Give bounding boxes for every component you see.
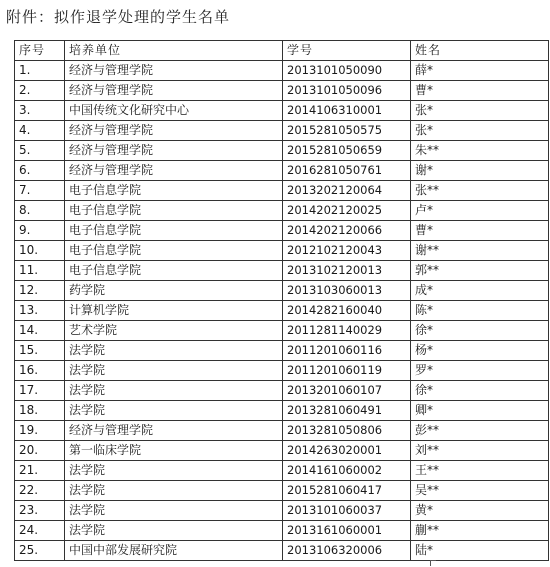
cell-training-unit: 经济与管理学院 <box>65 421 283 441</box>
cell-training-unit: 艺术学院 <box>65 321 283 341</box>
table-row <box>15 281 549 301</box>
cell-student-id: 2013103060013 <box>283 281 411 301</box>
cell-student-name: 谢** <box>411 241 549 261</box>
cell-training-unit: 法学院 <box>65 481 283 501</box>
cell-student-id: 2014202120066 <box>283 221 411 241</box>
cell-student-name: 张* <box>411 121 549 141</box>
cell-student-id: 2013102120013 <box>283 261 411 281</box>
cell-serial-number: 9. <box>15 221 65 241</box>
cell-student-name: 卢* <box>411 201 549 221</box>
cell-serial-number: 14. <box>15 321 65 341</box>
cell-student-id: 2012102120043 <box>283 241 411 261</box>
table-header <box>15 41 549 61</box>
cell-student-id: 2013161060001 <box>283 521 411 541</box>
table-body <box>15 61 549 561</box>
cell-student-id: 2013106320006 <box>283 541 411 561</box>
table-row <box>15 401 549 421</box>
table-row <box>15 481 549 501</box>
cell-serial-number: 24. <box>15 521 65 541</box>
cell-serial-number: 6. <box>15 161 65 181</box>
cell-training-unit: 经济与管理学院 <box>65 141 283 161</box>
cell-student-name: 黄* <box>411 501 549 521</box>
cell-serial-number: 5. <box>15 141 65 161</box>
cell-serial-number: 1. <box>15 61 65 81</box>
cell-student-id: 2013101050096 <box>283 81 411 101</box>
cell-student-name: 曹* <box>411 81 549 101</box>
cell-student-name: 王** <box>411 461 549 481</box>
cell-student-id: 2011201060119 <box>283 361 411 381</box>
cell-serial-number: 12. <box>15 281 65 301</box>
cell-serial-number: 3. <box>15 101 65 121</box>
cell-serial-number: 8. <box>15 201 65 221</box>
table-row <box>15 81 549 101</box>
table-row <box>15 241 549 261</box>
cell-serial-number: 11. <box>15 261 65 281</box>
cell-student-id: 2013101060037 <box>283 501 411 521</box>
cell-training-unit: 法学院 <box>65 501 283 521</box>
table-row <box>15 361 549 381</box>
cell-student-id: 2014202120025 <box>283 201 411 221</box>
page-corner-mark <box>430 560 436 566</box>
table-row <box>15 421 549 441</box>
cell-serial-number: 22. <box>15 481 65 501</box>
cell-training-unit: 电子信息学院 <box>65 181 283 201</box>
table-row <box>15 221 549 241</box>
cell-training-unit: 中国传统文化研究中心 <box>65 101 283 121</box>
table-row <box>15 181 549 201</box>
table-row <box>15 121 549 141</box>
cell-training-unit: 经济与管理学院 <box>65 161 283 181</box>
cell-student-id: 2013281060491 <box>283 401 411 421</box>
table-row <box>15 61 549 81</box>
cell-student-name: 朱** <box>411 141 549 161</box>
table-row <box>15 321 549 341</box>
cell-student-name: 张* <box>411 101 549 121</box>
cell-serial-number: 10. <box>15 241 65 261</box>
cell-student-id: 2014161060002 <box>283 461 411 481</box>
cell-student-id: 2014263020001 <box>283 441 411 461</box>
cell-training-unit: 药学院 <box>65 281 283 301</box>
cell-training-unit: 法学院 <box>65 361 283 381</box>
cell-serial-number: 15. <box>15 341 65 361</box>
cell-training-unit: 中国中部发展研究院 <box>65 541 283 561</box>
student-roster-table <box>14 40 549 561</box>
cell-training-unit: 电子信息学院 <box>65 221 283 241</box>
table-row <box>15 381 549 401</box>
table-row <box>15 301 549 321</box>
table-row <box>15 441 549 461</box>
cell-student-id: 2015281050575 <box>283 121 411 141</box>
cell-serial-number: 21. <box>15 461 65 481</box>
cell-serial-number: 19. <box>15 421 65 441</box>
cell-training-unit: 电子信息学院 <box>65 261 283 281</box>
cell-student-name: 薛* <box>411 61 549 81</box>
table-row <box>15 201 549 221</box>
table-row <box>15 461 549 481</box>
cell-student-id: 2013202120064 <box>283 181 411 201</box>
cell-serial-number: 23. <box>15 501 65 521</box>
table-row <box>15 161 549 181</box>
table-row <box>15 541 549 561</box>
cell-serial-number: 7. <box>15 181 65 201</box>
cell-student-name: 张** <box>411 181 549 201</box>
cell-student-id: 2013201060107 <box>283 381 411 401</box>
cell-student-id: 2015281060417 <box>283 481 411 501</box>
table-row <box>15 101 549 121</box>
cell-student-name: 陆* <box>411 541 549 561</box>
table-row <box>15 501 549 521</box>
cell-serial-number: 16. <box>15 361 65 381</box>
cell-serial-number: 20. <box>15 441 65 461</box>
cell-training-unit: 第一临床学院 <box>65 441 283 461</box>
cell-student-name: 卿* <box>411 401 549 421</box>
cell-student-id: 2014282160040 <box>283 301 411 321</box>
cell-student-id: 2011201060116 <box>283 341 411 361</box>
cell-student-name: 徐* <box>411 381 549 401</box>
cell-student-name: 徐* <box>411 321 549 341</box>
cell-student-name: 郭** <box>411 261 549 281</box>
cell-training-unit: 法学院 <box>65 381 283 401</box>
cell-student-id: 2011281140029 <box>283 321 411 341</box>
cell-student-id: 2014106310001 <box>283 101 411 121</box>
cell-student-name: 蒯** <box>411 521 549 541</box>
cell-serial-number: 17. <box>15 381 65 401</box>
header-row <box>15 41 549 61</box>
cell-student-name: 杨* <box>411 341 549 361</box>
cell-student-id: 2016281050761 <box>283 161 411 181</box>
document-title: 附件：拟作退学处理的学生名单 <box>6 8 231 26</box>
cell-serial-number: 25. <box>15 541 65 561</box>
cell-student-name: 成* <box>411 281 549 301</box>
cell-student-name: 刘** <box>411 441 549 461</box>
table-row <box>15 261 549 281</box>
cell-training-unit: 经济与管理学院 <box>65 121 283 141</box>
cell-student-id: 2015281050659 <box>283 141 411 161</box>
cell-training-unit: 法学院 <box>65 461 283 481</box>
cell-student-name: 彭** <box>411 421 549 441</box>
cell-training-unit: 经济与管理学院 <box>65 61 283 81</box>
cell-student-id: 2013281050806 <box>283 421 411 441</box>
header-student-name: 姓名 <box>411 41 549 61</box>
cell-training-unit: 法学院 <box>65 341 283 361</box>
table-row <box>15 521 549 541</box>
cell-serial-number: 2. <box>15 81 65 101</box>
cell-student-name: 吴** <box>411 481 549 501</box>
cell-training-unit: 经济与管理学院 <box>65 81 283 101</box>
table-row <box>15 141 549 161</box>
cell-serial-number: 13. <box>15 301 65 321</box>
cell-training-unit: 电子信息学院 <box>65 241 283 261</box>
table-row <box>15 341 549 361</box>
cell-training-unit: 法学院 <box>65 401 283 421</box>
cell-serial-number: 18. <box>15 401 65 421</box>
cell-student-name: 谢* <box>411 161 549 181</box>
cell-training-unit: 法学院 <box>65 521 283 541</box>
cell-training-unit: 电子信息学院 <box>65 201 283 221</box>
cell-student-id: 2013101050090 <box>283 61 411 81</box>
cell-training-unit: 计算机学院 <box>65 301 283 321</box>
header-serial-number: 序号 <box>15 41 65 61</box>
cell-serial-number: 4. <box>15 121 65 141</box>
cell-student-name: 陈* <box>411 301 549 321</box>
header-student-id: 学号 <box>283 41 411 61</box>
cell-student-name: 曹* <box>411 221 549 241</box>
header-training-unit: 培养单位 <box>65 41 283 61</box>
cell-student-name: 罗* <box>411 361 549 381</box>
